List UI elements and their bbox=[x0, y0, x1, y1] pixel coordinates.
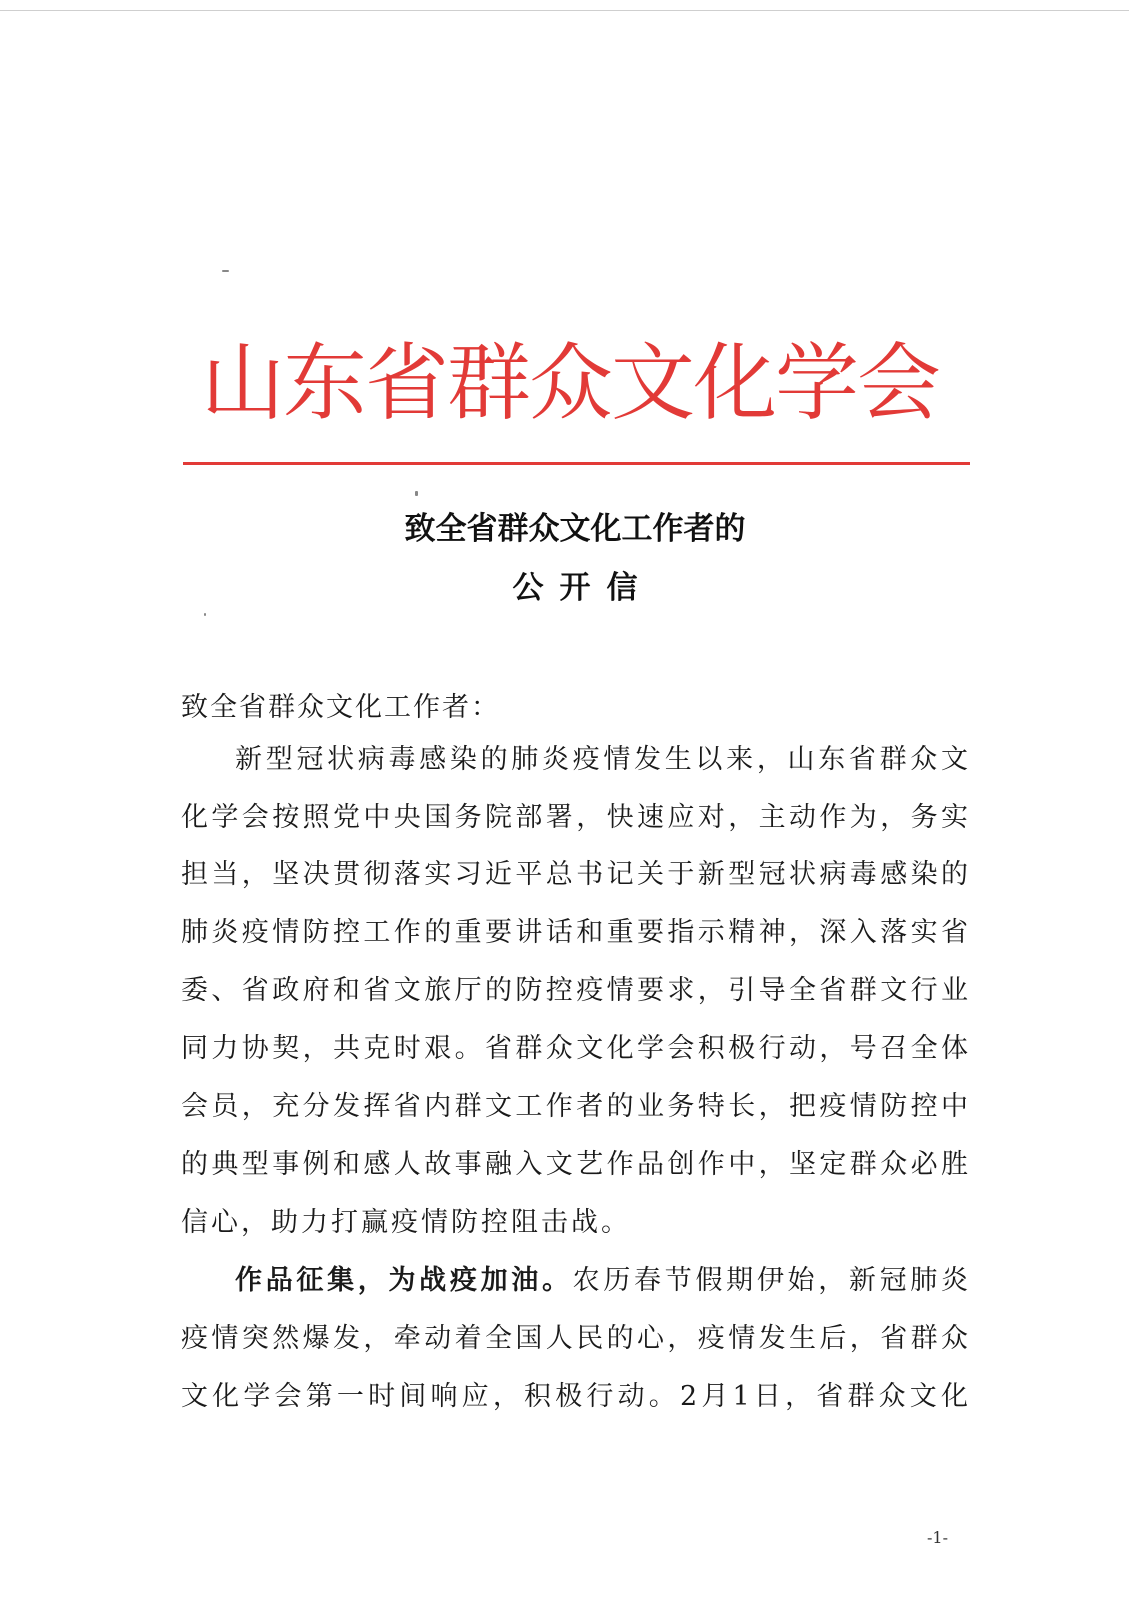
paragraph-1-line: 委、省政府和省文旅厅的防控疫情要求，引导全省群文行业 bbox=[181, 975, 968, 1006]
paragraph-1-line: 新型冠状病毒感染的肺炎疫情发生以来，山东省群众文 bbox=[235, 744, 968, 775]
paragraph-2-lead-in: 作品征集，为战疫加油。 bbox=[235, 1265, 573, 1296]
paragraph-1-line: 同力协契，共克时艰。省群众文化学会积极行动，号召全体 bbox=[181, 1033, 968, 1064]
paragraph-1-line: 信心，助力打赢疫情防控阻击战。 bbox=[181, 1207, 631, 1238]
scan-speck bbox=[204, 613, 206, 616]
paragraph-2-line: 文化学会第一时间响应，积极行动。2月1日，省群众文化 bbox=[181, 1381, 968, 1412]
letterhead-divider bbox=[183, 462, 970, 465]
letter-heading-line-2: 公开信 bbox=[512, 570, 654, 606]
scan-edge-line bbox=[0, 10, 1129, 11]
scan-speck bbox=[415, 491, 418, 496]
paragraph-2-line: 疫情突然爆发，牵动着全国人民的心，疫情发生后，省群众 bbox=[181, 1323, 968, 1354]
salutation: 致全省群众文化工作者： bbox=[181, 692, 500, 723]
paragraph-1-line: 的典型事例和感人故事融入文艺作品创作中，坚定群众必胜 bbox=[181, 1149, 968, 1180]
paragraph-1-line: 会员，充分发挥省内群文工作者的业务特长，把疫情防控中 bbox=[181, 1091, 968, 1122]
letter-heading-line-1: 致全省群众文化工作者的 bbox=[404, 511, 746, 547]
letterhead-title: 山东省群众文化学会 bbox=[200, 334, 939, 432]
page-number: -1- bbox=[927, 1528, 948, 1547]
paragraph-2-first-line bbox=[235, 1261, 968, 1301]
paragraph-1-line: 肺炎疫情防控工作的重要讲话和重要指示精神，深入落实省 bbox=[181, 917, 968, 948]
paragraph-2-line-text: 农历春节假期伊始，新冠肺炎 bbox=[572, 1265, 968, 1296]
scan-speck bbox=[222, 270, 229, 272]
paragraph-1-line: 担当，坚决贯彻落实习近平总书记关于新型冠状病毒感染的 bbox=[181, 859, 968, 890]
paragraph-1-line: 化学会按照党中央国务院部署，快速应对，主动作为，务实 bbox=[181, 802, 968, 833]
